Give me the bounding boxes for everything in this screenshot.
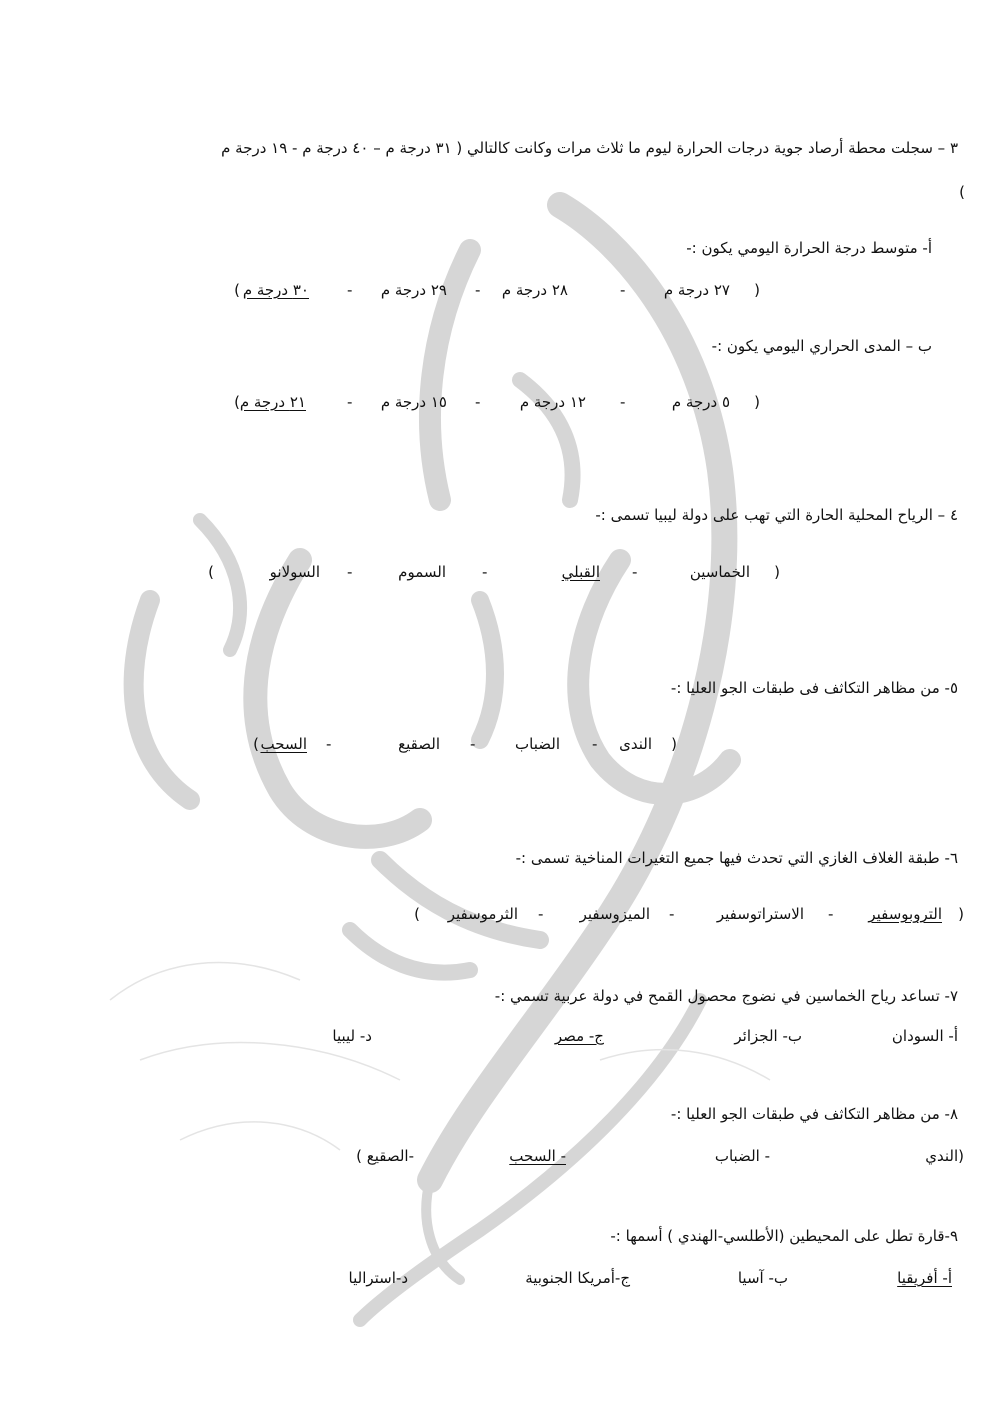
option-8-3-text: - السحب: [509, 1147, 566, 1165]
option-close-paren: ): [414, 905, 420, 923]
option-4-4: السولانو: [269, 563, 320, 581]
option-4-3-correct: السموم: [398, 563, 446, 581]
option-5-2: الضباب: [515, 735, 560, 753]
option-3a-4-correct: ٣٠ درجة م: [242, 281, 309, 299]
exam-page: ٣ – سجلت محطة أرصاد جوية درجات الحرارة ليوم ما ثلاث مرات وكانت كالتالي ( ٣١ درجة م – ٤٠ درجة م - ١٩ درجة م ) أ- متوسط درجة الحرارة اليومي يكون :- ( ٢٧ درجة م - ٢٨ درجة م - ٢٩ درجة م - ٣٠ درجة م ) ب – المدى الحراري اليومي يكون :- ( ٥ درجة م - ١٢ درجة م - ١٥ درجة م - ٢١ درجة م ) ٤ – الرياح المحلية الحارة التي تهب على دولة ليبيا تسمى :- ( الخماسين - القبلي - السموم - السولانو ) ٥- من مظاهر التكاثف فى طبقات الجو العليا :- ) السحب - الصقيع - الضباب - الندى ( ٦- طبقة الغلاف الغازي التي تحدث فيها جميع التغيرات المناخية تسمى :- ( التروبوسفير - الاستراتوسفير - الميزوسفير - الثرموسفير ) ٧- تساعد رياح الخماسين في نضوج محصول القمح في دولة عربية تسمي :- أ- السودان ب- الجزائر ج- مصر د- ليبيا ٨- من مظاهر التكاثف في طبقات الجو العليا :- (الندي - الضباب - السحب -الصقيع ) ٩-قارة تطل على المحيطين (الأطلسي-الهندي ) أسمها :- أ- أفريقيا ب- آسيا ج-أمريكا الجنوبية د-استراليا: [0, 0, 992, 1403]
option-9-d: د-استراليا: [348, 1269, 408, 1287]
question-3a-prompt: أ- متوسط درجة الحرارة اليومي يكون :-: [686, 239, 932, 257]
option-7-a: أ- السودان: [891, 1027, 958, 1045]
option-5-1: الندى: [619, 735, 652, 753]
question-6-prompt: ٦- طبقة الغلاف الغازي التي تحدث فيها جميع التغيرات المناخية تسمى :-: [515, 849, 958, 867]
option-close-paren: ): [253, 735, 259, 753]
question-7-prompt: ٧- تساعد رياح الخماسين في نضوج محصول القمح في دولة عربية تسمي :-: [494, 987, 958, 1005]
question-4-prompt: ٤ – الرياح المحلية الحارة التي تهب على دولة ليبيا تسمى :-: [595, 506, 958, 524]
option-6-3: الميزوسفير: [579, 905, 650, 923]
option-close-paren: ): [208, 563, 214, 581]
option-6-2: الاستراتوسفير: [716, 905, 804, 923]
option-3b-1: ٥ درجة م: [671, 393, 730, 411]
option-4-1: الخماسين: [689, 563, 750, 581]
option-3b-2: ١٢ درجة م: [519, 393, 586, 411]
option-3a-3: ٢٩ درجة م: [380, 281, 447, 299]
question-5-prompt: ٥- من مظاهر التكاثف فى طبقات الجو العليا :-: [670, 679, 958, 697]
option-9-b: ب- آسيا: [737, 1269, 788, 1287]
question-8-prompt: ٨- من مظاهر التكاثف في طبقات الجو العليا :-: [670, 1105, 958, 1123]
option-7-c-correct: ج- مصر: [554, 1027, 604, 1045]
question-3b-prompt: ب – المدى الحراري اليومي يكون :-: [711, 337, 932, 355]
option-8-4: -الصقيع ): [356, 1147, 414, 1165]
option-8-1: (الندي: [925, 1147, 964, 1165]
option-7-b: ب- الجزائر: [734, 1027, 802, 1045]
question-3-text: ٣ – سجلت محطة أرصاد جوية درجات الحرارة ليوم ما ثلاث مرات وكانت كالتالي ( ٣١ درجة م – ٤٠ درجة م - ١٩ درجة م: [221, 139, 958, 157]
option-5-4-correct: السحب: [260, 735, 307, 753]
question-3-text-continued: ): [959, 183, 965, 201]
option-4-2: القبلي: [561, 563, 600, 581]
option-open-paren: (: [754, 393, 760, 411]
option-3a-1: ٢٧ درجة م: [663, 281, 730, 299]
option-9-a-text: أ- أفريقيا: [897, 1269, 952, 1287]
option-open-paren: (: [671, 735, 677, 753]
option-open-paren: (: [754, 281, 760, 299]
option-5-3: الصقيع: [398, 735, 440, 753]
option-7-d: د- ليبيا: [332, 1027, 372, 1045]
option-open-paren: (: [774, 563, 780, 581]
option-8-2: - الضباب: [714, 1147, 770, 1165]
option-8-3-correct: [509, 1146, 566, 1166]
option-close-paren: ): [234, 393, 240, 411]
option-close-paren: ): [234, 281, 240, 299]
question-9-prompt: ٩-قارة تطل على المحيطين (الأطلسي-الهندي ) أسمها :-: [610, 1227, 958, 1245]
option-9-a: [897, 1268, 952, 1288]
option-3b-3: ١٥ درجة م: [380, 393, 447, 411]
option-3b-4-correct: ٢١ درجة م: [239, 393, 306, 411]
option-6-4: الثرموسفير: [447, 905, 518, 923]
option-6-1-correct: التروبوسفير: [868, 905, 942, 923]
option-9-c: ج-أمريكا الجنوبية: [525, 1269, 630, 1287]
option-3a-2: ٢٨ درجة م: [501, 281, 568, 299]
option-open-paren: (: [958, 905, 964, 923]
